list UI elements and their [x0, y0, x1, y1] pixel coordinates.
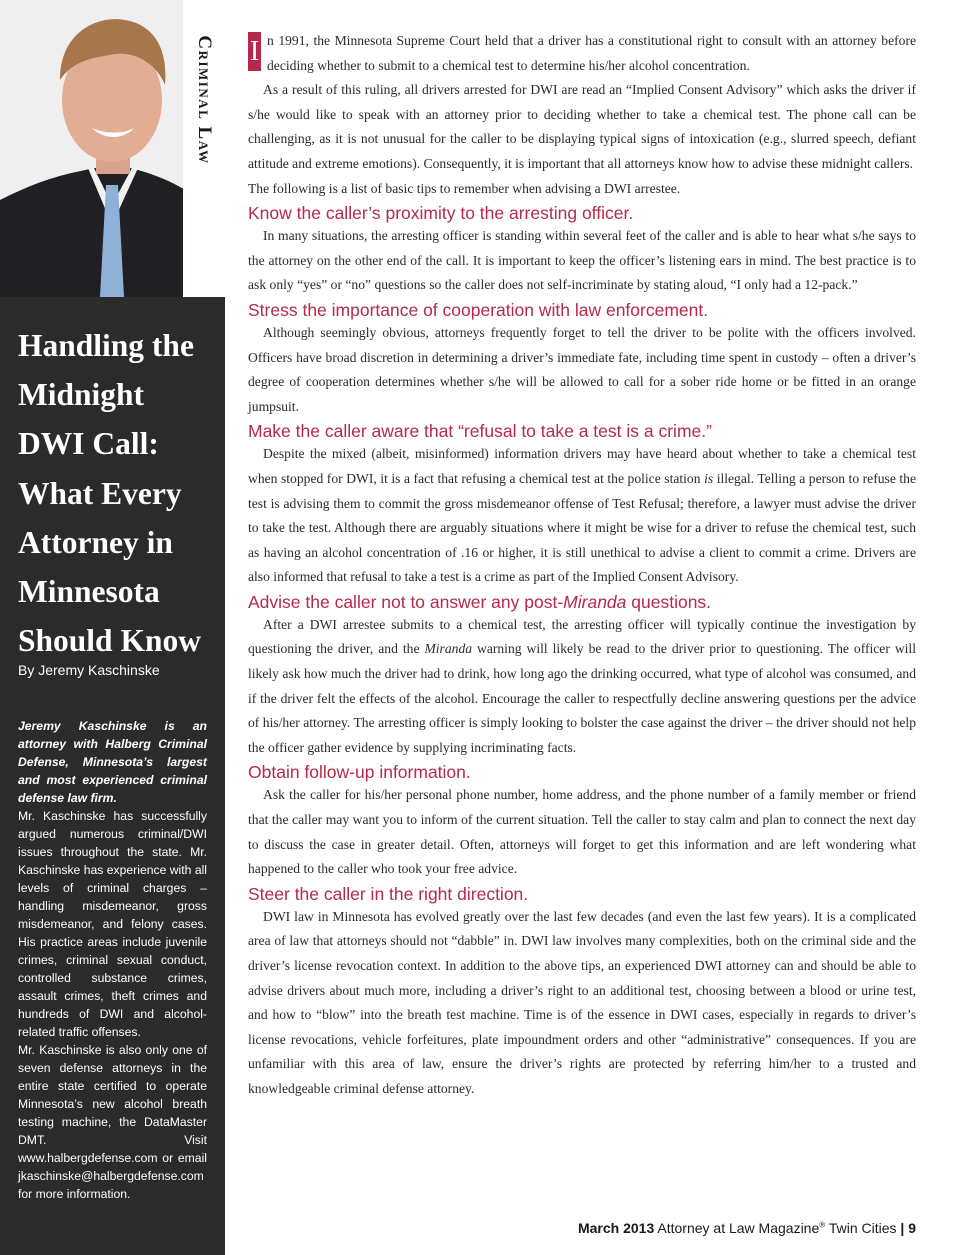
page-number: 9 — [908, 1220, 916, 1236]
intro-paragraph: The following is a list of basic tips to remember when advising a DWI arrestee. — [248, 180, 681, 196]
tip-heading: Make the caller aware that “refusal to take a test is a crime.” — [248, 421, 712, 442]
emphasis: is — [704, 470, 714, 486]
tip-heading: Stress the importance of cooperation with law enforcement. — [248, 299, 709, 320]
text-run: warning will likely be read to the driver prior to questioning. The officer will likely ask how much the driver had to drink, how long ago the drinking occurred, what type of alcohol was consumed, and if the driver felt the effects of the alcohol. Encourage the caller to respectfully decline answering questions per the advice of his/her attorney. The arresting officer is simply looking to bolster the case against the driver – the driver should not help the officer gather evidence by supplying incriminating facts. — [248, 641, 916, 755]
heading-run: Advise the caller not to answer any post- — [248, 591, 564, 612]
bio-paragraph: Mr. Kaschinske has successfully argued numerous criminal/DWI issues throughout the state. Mr. Kaschinske has experience with all levels of criminal charges – handling misdemeanor, gross misdemeanor, and felony cases. His practice areas include juvenile crimes, criminal sexual conduct, controlled substance crimes, assault crimes, theft crimes and hundreds of DWI and alcohol-related traffic offenses. — [18, 809, 208, 1039]
intro-paragraph — [248, 29, 916, 78]
article-body — [248, 29, 916, 1102]
tip-paragraph: Although seemingly obvious, attorneys frequently forget to tell the driver to be polite with the officers involved. Officers have broad discretion in determining a driver’s immediate fate, including time spent in custody – often a driver’s degree of cooperation determines whether s/he will be allowed to call for a sober ride home or be fitted in an orange jumpsuit. — [248, 324, 916, 414]
tip-paragraph: Ask the caller for his/her personal phone number, home address, and the phone number of a family member or friend that the caller may want you to inform of the current situation. Tell the caller to stay calm and plan to connect the next day to discuss the case in greater detail. Often, attorneys will forget to get this information and are left wondering what happened to the caller who took your free advice. — [248, 787, 916, 877]
text-run: After a DWI arrestee submits to a chemical test, the arresting officer will typically continue the investigation by questioning the driver, and the — [248, 616, 916, 657]
footer-separator: | — [900, 1220, 905, 1236]
text-run: Despite the mixed (albeit, misinformed) information drivers may have heard about whether to take a chemical test when stopped for DWI, it is a fact that refusing a chemical test at the police station — [248, 446, 916, 486]
intro-paragraph: As a result of this ruling, all drivers arrested for DWI are read an “Implied Consent Advisory” which asks the driver if s/he would like to speak with an attorney prior to deciding whether to take a chemical test. The phone call can be challenging, as it is not unusual for the caller to be displaying typical signs of intoxication (e.g., slurred speech, defiant attitude and extreme emotions). Consequently, it is important that all attorneys know how to advise these midnight callers. — [248, 82, 916, 171]
region: Twin Cities — [828, 1220, 897, 1236]
section-label-box — [183, 0, 225, 297]
tip-heading: Obtain follow-up information. — [248, 762, 471, 783]
emphasis: Miranda — [424, 641, 473, 657]
tip-heading: Steer the caller in the right direction. — [248, 883, 529, 904]
bio-paragraph: Mr. Kaschinske is also only one of seven defense attorneys in the entire state certified to operate Minnesota’s new alcohol breath testing machine, the DataMaster DMT. Visit www.halbergdefense.com or email jkaschinske@halbergdefense.com for more information. — [18, 1043, 207, 1201]
issue-date: March 2013 — [577, 1220, 655, 1236]
tip-paragraph — [248, 442, 916, 590]
author-bio — [18, 717, 207, 1203]
page-footer — [578, 1220, 916, 1236]
tip-paragraph: DWI law in Minnesota has evolved greatly over the last few decades (and even the last few years). It is a complicated area of law that attorneys should not “dabble” in. DWI law involves many complexities, both on the criminal side and the driver’s license revocation context. In addition to the above tips, an experienced DWI attorney can and should be able to advise drivers about much more, including a driver’s right to an additional test, choosing between a blood or urine test, and how to “blow” into the breath test machine. Time is of the essence in DWI cases, especially in regards to driver’s license revocations, vehicle forfeitures, plate impoundment orders and other “administrative” consequences. If you are unfamiliar with this area of law, ensure the driver’s rights are protected by referring him/her to a trusted and knowledgeable criminal defense attorney. — [248, 908, 916, 1096]
tip-heading — [248, 591, 916, 613]
byline: By Jeremy Kaschinske — [18, 662, 160, 678]
magazine-name: Attorney at Law Magazine — [657, 1220, 820, 1236]
drop-cap: I — [248, 32, 261, 71]
intro-text: n 1991, the Minnesota Supreme Court held that a driver has a constitutional right to consult with an attorney before deciding whether to submit to a chemical test to determine his/her alcohol concentration. — [267, 33, 916, 73]
bio-lead: Jeremy Kaschinske is an attorney with Halberg Criminal Defense, Minnesota’s largest and most experienced criminal defense law firm. — [18, 719, 207, 805]
text-run: illegal. Telling a person to refuse the test is advising them to commit the gross misdemeanor offense of Test Refusal; therefore, a lawyer must advise the driver to take the test. Although there are arguably situations where it might be wise for a driver to refuse the chemical test, such as having an alcohol concentration of .16 or higher, it is still unethical to advise a client to commit a crime. Drivers are also informed that refusal to take a test is a crime as part of the Implied Consent Advisory. — [248, 470, 917, 585]
tip-paragraph — [248, 613, 916, 761]
heading-emphasis: Miranda — [563, 591, 627, 612]
tip-heading: Know the caller’s proximity to the arresting officer. — [248, 203, 634, 224]
author-sidebar — [0, 0, 225, 1255]
section-label: Criminal Law — [194, 35, 215, 165]
tip-paragraph: In many situations, the arresting officer is standing within several feet of the caller and is able to hear what s/he says to the attorney on the other end of the call. It is important to keep the officer’s listening ears in mind. The best practice is to ask only “yes” or “no” questions so the caller does not self-incriminate by stating aloud, “I only had a 12-pack.” — [248, 228, 916, 293]
registered-mark: ® — [819, 1220, 826, 1230]
heading-run: questions. — [626, 591, 712, 612]
article-headline: Handling the Midnight DWI Call: What Every Attorney in Minnesota Should Know — [18, 328, 201, 659]
